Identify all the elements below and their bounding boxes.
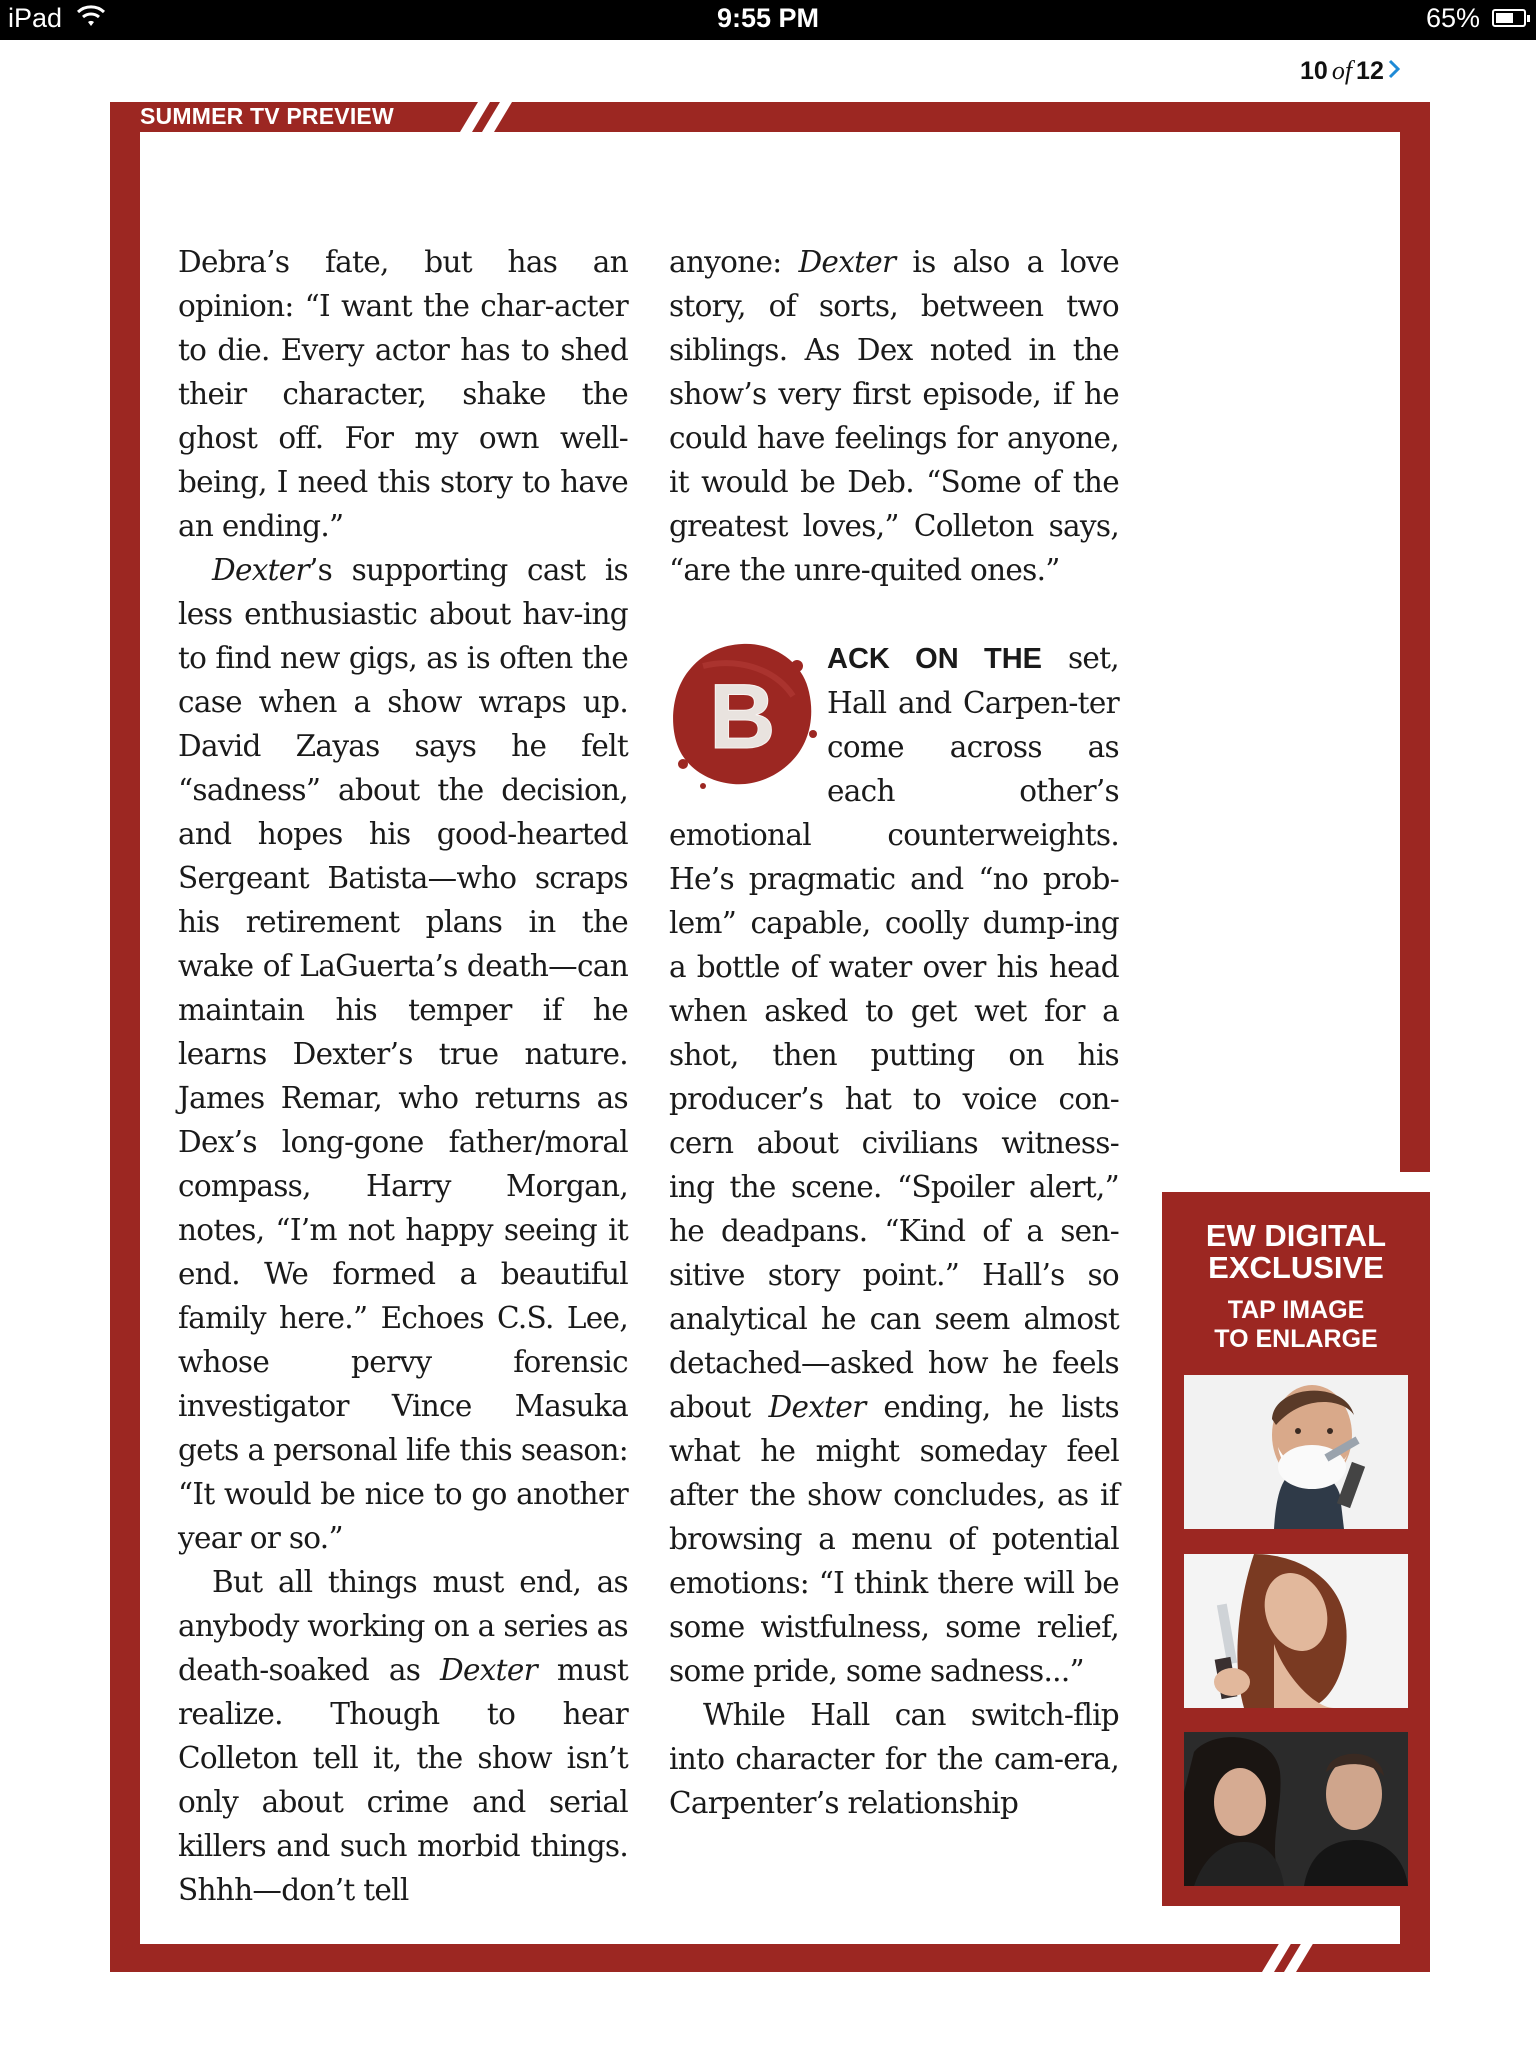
header-stripes-decoration	[460, 102, 530, 132]
paragraph	[178, 548, 628, 1560]
total-pages: 12	[1356, 57, 1384, 85]
gallery-thumbnail-2[interactable]	[1184, 1554, 1408, 1708]
battery-icon	[1492, 9, 1526, 27]
page-of: of	[1331, 56, 1353, 85]
gallery-thumbnail-3[interactable]	[1184, 1732, 1408, 1886]
photo-man-shaving	[1184, 1375, 1408, 1529]
page-indicator[interactable]	[1300, 55, 1500, 86]
headline-line: EW DIGITAL	[1205, 1218, 1387, 1253]
article-column-right	[669, 240, 1119, 1825]
show-title: Dexter	[212, 553, 309, 587]
gallery-thumbnail-1[interactable]	[1184, 1375, 1408, 1529]
exclusive-headline	[1162, 1220, 1430, 1284]
show-title: Dexter	[768, 1390, 866, 1424]
headline-line: EXCLUSIVE	[1208, 1250, 1384, 1285]
drop-cap-letter: B	[709, 666, 775, 768]
paragraph-text: anyone:	[669, 245, 799, 279]
paragraph	[178, 1560, 628, 1912]
section-break	[669, 592, 1119, 636]
clock: 9:55 PM	[716, 3, 820, 33]
tap-line: TAP IMAGE	[1227, 1296, 1365, 1324]
paragraph	[669, 636, 1119, 1693]
paragraph-text: ending, he lists what he might someday feel after the show concludes, as if browsing a menu of potential emotions: “I think there will be some wistfulness, some relief, some pride, some sadness...”	[669, 1390, 1120, 1688]
photo-cast-duo	[1184, 1732, 1408, 1886]
paragraph-text: is also a love story, of sorts, between two siblings. As Dex noted in the show’s very first episode, if he could have feelings for anyone, it would be Deb. “Some of the greatest loves,” Colleton says, “are the unre-quited ones.”	[669, 245, 1120, 587]
article-column-left	[178, 240, 628, 1912]
device-name: iPad	[8, 3, 63, 33]
show-title: Dexter	[440, 1653, 537, 1687]
paragraph-text: But all things must end, as anybody working on a series as death-soaked as	[178, 1565, 628, 1687]
paragraph-text: set, Hall and Carpen-ter come across as each other’s emotional counterweights. He’s pragmatic and “no prob-lem” capable, coolly dump-ing a bottle of water over his head when asked to get wet for a shot, then putting on his producer’s hat to voice con-cern about civilians witness-ing the scene. “Spoiler alert,” he deadpans. “Kind of a sen-sitive story point.” Hall’s so analytical he can seem almost detached—asked how he feels about	[669, 641, 1119, 1424]
chevron-right-icon[interactable]	[1388, 55, 1400, 86]
footer-stripes-decoration	[1262, 1942, 1332, 1972]
frame-divider	[1400, 1172, 1430, 1192]
status-bar	[0, 0, 1536, 40]
drop-cap-blood-splatter	[663, 636, 821, 794]
digital-exclusive-panel	[1162, 1192, 1430, 1906]
paragraph: Debra’s fate, but has an opinion: “I want the char-acter to die. Every actor has to shed their character, shake the ghost off. For my own well-being, I need this story to have an ending.”	[178, 245, 628, 543]
photo-woman-with-knife	[1184, 1554, 1408, 1708]
paragraph	[669, 240, 1119, 592]
tap-instruction	[1162, 1296, 1430, 1354]
current-page: 10	[1300, 57, 1328, 85]
paragraph-text: ’s supporting cast is less enthusiastic about hav-ing to find new gigs, as is often the case when a show wraps up. David Zayas says he felt “sadness” about the decision, and hopes his good-hearted Sergeant Batista—who scraps his retirement plans in the wake of LaGuerta’s death—can maintain his temper if he learns Dexter’s true nature. James Remar, who returns as Dex’s long-gone father/moral compass, Harry Morgan, notes, “I’m not happy seeing it end. We formed a beautiful family here.” Echoes C.S. Lee, whose pervy forensic investigator Vince Masuka gets a personal life this season: “It would be nice to go another year or so.”	[178, 553, 628, 1555]
show-title: Dexter	[798, 245, 896, 279]
tap-line: TO ENLARGE	[1214, 1325, 1378, 1353]
section-label: SUMMER TV PREVIEW	[140, 103, 394, 129]
paragraph: While Hall can switch-flip into character for the cam-era, Carpenter’s relationship	[669, 1698, 1119, 1820]
paragraph-text: must realize. Though to hear Colleton tell it, the show isn’t only about crime and serial killers and such morbid things. Shhh—don’t tell	[178, 1653, 628, 1907]
battery-percent: 65%	[1425, 3, 1480, 33]
lead-in-caps: ACK ON THE	[827, 643, 1042, 675]
